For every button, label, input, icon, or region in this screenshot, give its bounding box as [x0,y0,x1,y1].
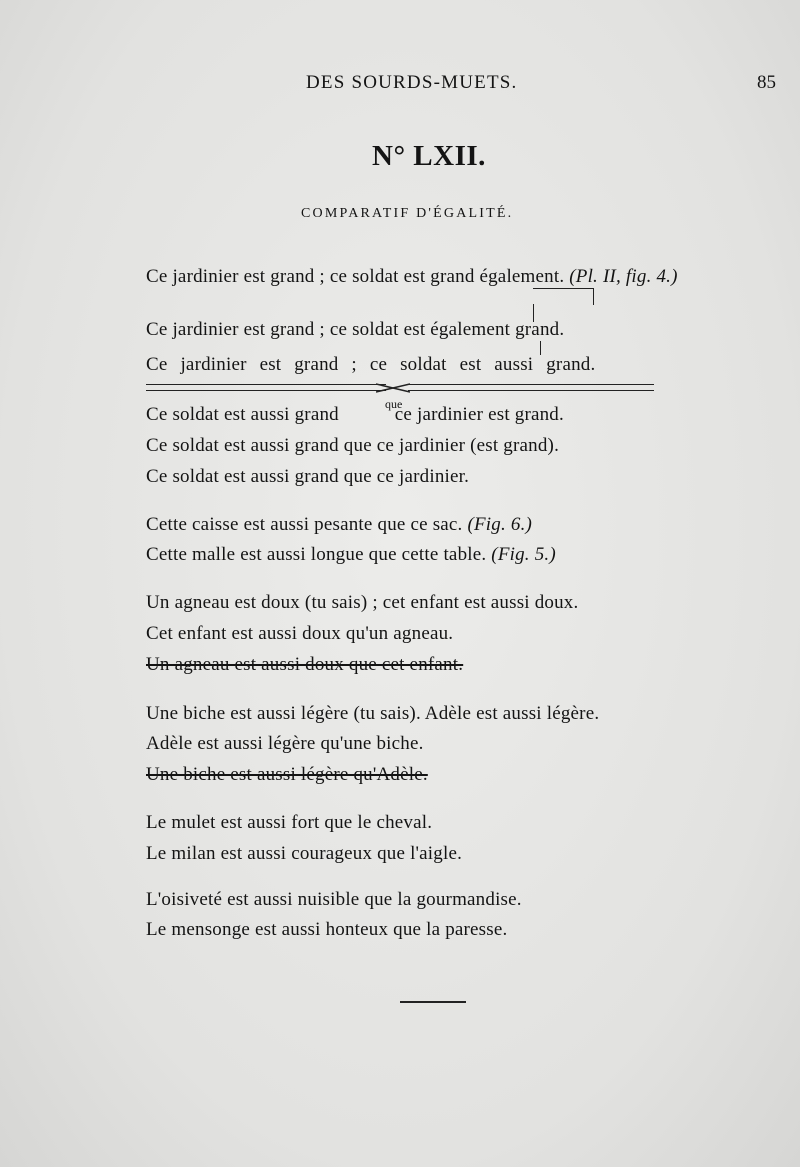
figure-reference: (Fig. 5.) [491,544,556,565]
example-line: Le mensonge est aussi honteux que la paresse. [146,919,508,940]
transposition-bracket [533,288,594,305]
crossing-mark [376,380,410,396]
end-rule [400,1001,466,1003]
example-line: Cet enfant est aussi doux qu'un agneau. [146,623,454,644]
example-line: Le mulet est aussi fort que le cheval. [146,812,433,833]
divider-rule [146,384,386,385]
plate-reference: (Pl. II, fig. 4.) [569,266,678,287]
sentence-left: Ce soldat est aussi grand [146,404,339,425]
example-line: Ce jardinier est grand ; ce soldat est également grand. [146,319,565,340]
example-line: Ce soldat est aussi grand que ce jardinier (est grand). [146,435,560,456]
example-line [146,544,556,566]
sentence-right: ce jardinier est grand. [394,404,564,425]
sentence-text: Cette caisse est aussi pesante que ce sac. [146,514,463,535]
struck-example-line: Un agneau est aussi doux que cet enfant. [146,654,464,675]
example-line [146,404,564,426]
sentence-text: Ce jardinier est grand ; ce soldat est grand également. [146,266,565,287]
divider-rule [408,384,654,385]
example-line: Une biche est aussi légère (tu sais). Adèle est aussi légère. [146,703,600,724]
lesson-number: N° LXII. [372,140,486,172]
struck-example-line: Une biche est aussi légère qu'Adèle. [146,764,428,785]
running-header: DES SOURDS-MUETS. [306,72,518,93]
figure-reference: (Fig. 6.) [467,514,533,535]
example-line: Ce jardinier est grand ; ce soldat est aussi grand. [146,354,596,375]
inserted-word: que [385,397,403,411]
divider-rule [146,390,386,391]
transposition-stem [540,341,541,355]
sentence-text: Cette malle est aussi longue que cette table. [146,544,487,565]
section-title: COMPARATIF D'ÉGALITÉ. [301,206,514,221]
example-line: Le milan est aussi courageux que l'aigle. [146,843,463,864]
example-line: Ce soldat est aussi grand que ce jardinier. [146,466,470,487]
page-number: 85 [757,72,776,93]
divider-rule [408,390,654,391]
example-line: Un agneau est doux (tu sais) ; cet enfant est aussi doux. [146,592,579,613]
example-line [146,514,532,536]
example-line: Adèle est aussi légère qu'une biche. [146,733,424,754]
example-line [146,266,678,288]
example-line: L'oisiveté est aussi nuisible que la gourmandise. [146,889,522,910]
